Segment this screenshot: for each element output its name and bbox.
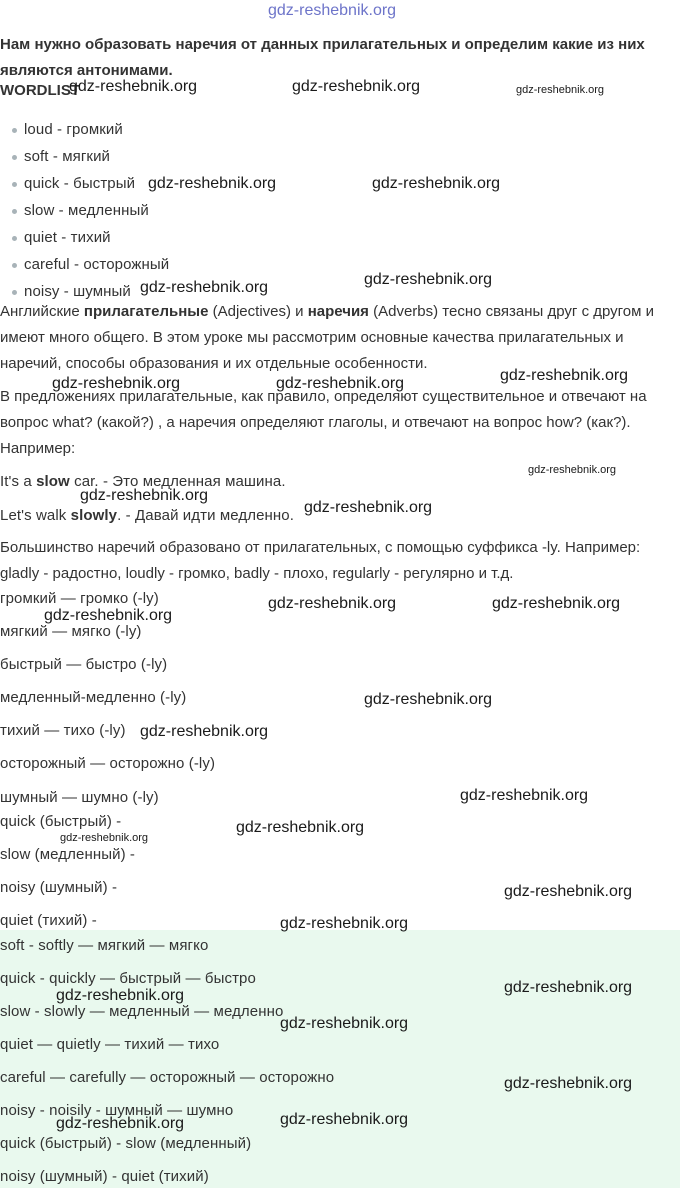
list-item: noisy - шумный [24, 283, 131, 300]
antonym-blank: quiet (тихий) - [0, 912, 97, 929]
watermark: gdz-reshebnik.org [516, 84, 605, 96]
bullet-icon [12, 236, 17, 241]
watermark: gdz-reshebnik.org [140, 723, 269, 740]
list-item: loud - громкий [24, 121, 123, 138]
list-item: soft - мягкий [24, 148, 111, 165]
task-intro: Нам нужно образовать наречия от данных прилагательных и определим какие из них являются антонимами. [0, 36, 645, 79]
watermark: gdz-reshebnik.org [364, 271, 493, 288]
watermark: gdz-reshebnik.org [372, 175, 501, 192]
paragraph-suffix-ly: Большинство наречий образовано от прилагательных, с помощью суффикса -ly. Например: gladly - радостно, loudly - громко, badly - плохо, regularly - регулярно и т.д. [0, 539, 641, 582]
bullet-icon [12, 155, 17, 160]
form-line: громкий — громко (-ly) [0, 590, 159, 607]
form-line: осторожный — осторожно (-ly) [0, 755, 216, 772]
bullet-icon [12, 209, 17, 214]
bullet-icon [12, 290, 17, 295]
bold-term: прилагательные [83, 303, 209, 320]
antonym-blank: slow (медленный) - [0, 846, 136, 863]
form-line: шумный — шумно (-ly) [0, 789, 159, 806]
watermark: gdz-reshebnik.org [236, 819, 365, 836]
answer-line: noisy (шумный) - quiet (тихий) [0, 1168, 209, 1185]
bold-term: наречия [307, 303, 369, 320]
watermark: gdz-reshebnik.org [268, 595, 397, 612]
watermark: gdz-reshebnik.org [292, 78, 421, 95]
example-sentence: Let's walk slowly. - Давай идти медленно. [0, 507, 295, 524]
form-line: тихий — тихо (-ly) [0, 722, 126, 739]
watermark: gdz-reshebnik.org [500, 367, 629, 384]
header-watermark: gdz-reshebnik.org [268, 2, 397, 19]
watermark: gdz-reshebnik.org [504, 979, 633, 996]
paragraph-adjectives-adverbs: Английские прилагательные (Adjectives) и наречия (Adverbs) тесно связаны друг с другом и имеют много общего. В этом уроке мы рассмотрим основные качества прилагательных и наречий, способы образования и их отдельные особенности. [0, 303, 655, 372]
list-item: careful - осторожный [24, 256, 170, 273]
watermark: gdz-reshebnik.org [52, 375, 181, 392]
wordlist-heading: WORDLIST [0, 82, 80, 99]
watermark: gdz-reshebnik.org [60, 832, 149, 844]
watermark: gdz-reshebnik.org [56, 987, 185, 1004]
watermark: gdz-reshebnik.org [528, 464, 617, 476]
antonym-blank: noisy (шумный) - [0, 879, 118, 896]
bullet-icon [12, 128, 17, 133]
watermark: gdz-reshebnik.org [280, 1111, 409, 1128]
watermark: gdz-reshebnik.org [276, 375, 405, 392]
answer-line: quiet — quietly — тихий — тихо [0, 1036, 220, 1053]
watermark: gdz-reshebnik.org [280, 1015, 409, 1032]
list-item: quiet - тихий [24, 229, 111, 246]
paragraph-usage: В предложениях прилагательные, как правило, определяют существительное и отвечают на вопрос what? (какой?) , а наречия определяют глаголы, и отвечают на вопрос how? (как?). Например: [0, 388, 647, 457]
watermark: gdz-reshebnik.org [280, 915, 409, 932]
form-line: быстрый — быстро (-ly) [0, 656, 168, 673]
list-item: slow - медленный [24, 202, 149, 219]
watermark: gdz-reshebnik.org [504, 1075, 633, 1092]
watermark: gdz-reshebnik.org [56, 1115, 185, 1132]
form-line: мягкий — мягко (-ly) [0, 623, 142, 640]
answer-line: slow - slowly — медленный — медленно [0, 1003, 284, 1020]
answer-line: noisy - noisily - шумный — шумно [0, 1102, 234, 1119]
bullet-icon [12, 263, 17, 268]
watermark: gdz-reshebnik.org [364, 691, 493, 708]
watermark: gdz-reshebnik.org [80, 487, 209, 504]
watermark: gdz-reshebnik.org [460, 787, 589, 804]
watermark: gdz-reshebnik.org [148, 175, 277, 192]
watermark: gdz-reshebnik.org [69, 78, 198, 95]
watermark: gdz-reshebnik.org [140, 279, 269, 296]
form-line: медленный-медленно (-ly) [0, 689, 187, 706]
answer-line: soft - softly — мягкий — мягко [0, 937, 209, 954]
example-sentence: It's a slow car. - Это медленная машина. [0, 473, 286, 490]
answer-line: quick - quickly — быстрый — быстро [0, 970, 256, 987]
answer-line: quick (быстрый) - slow (медленный) [0, 1135, 252, 1152]
answer-line: careful — carefully — осторожный — осторожно [0, 1069, 335, 1086]
watermark: gdz-reshebnik.org [44, 607, 173, 624]
watermark: gdz-reshebnik.org [492, 595, 621, 612]
bullet-icon [12, 182, 17, 187]
list-item: quick - быстрый [24, 175, 136, 192]
antonym-blank: quick (быстрый) - [0, 813, 122, 830]
watermark: gdz-reshebnik.org [304, 499, 433, 516]
watermark: gdz-reshebnik.org [504, 883, 633, 900]
